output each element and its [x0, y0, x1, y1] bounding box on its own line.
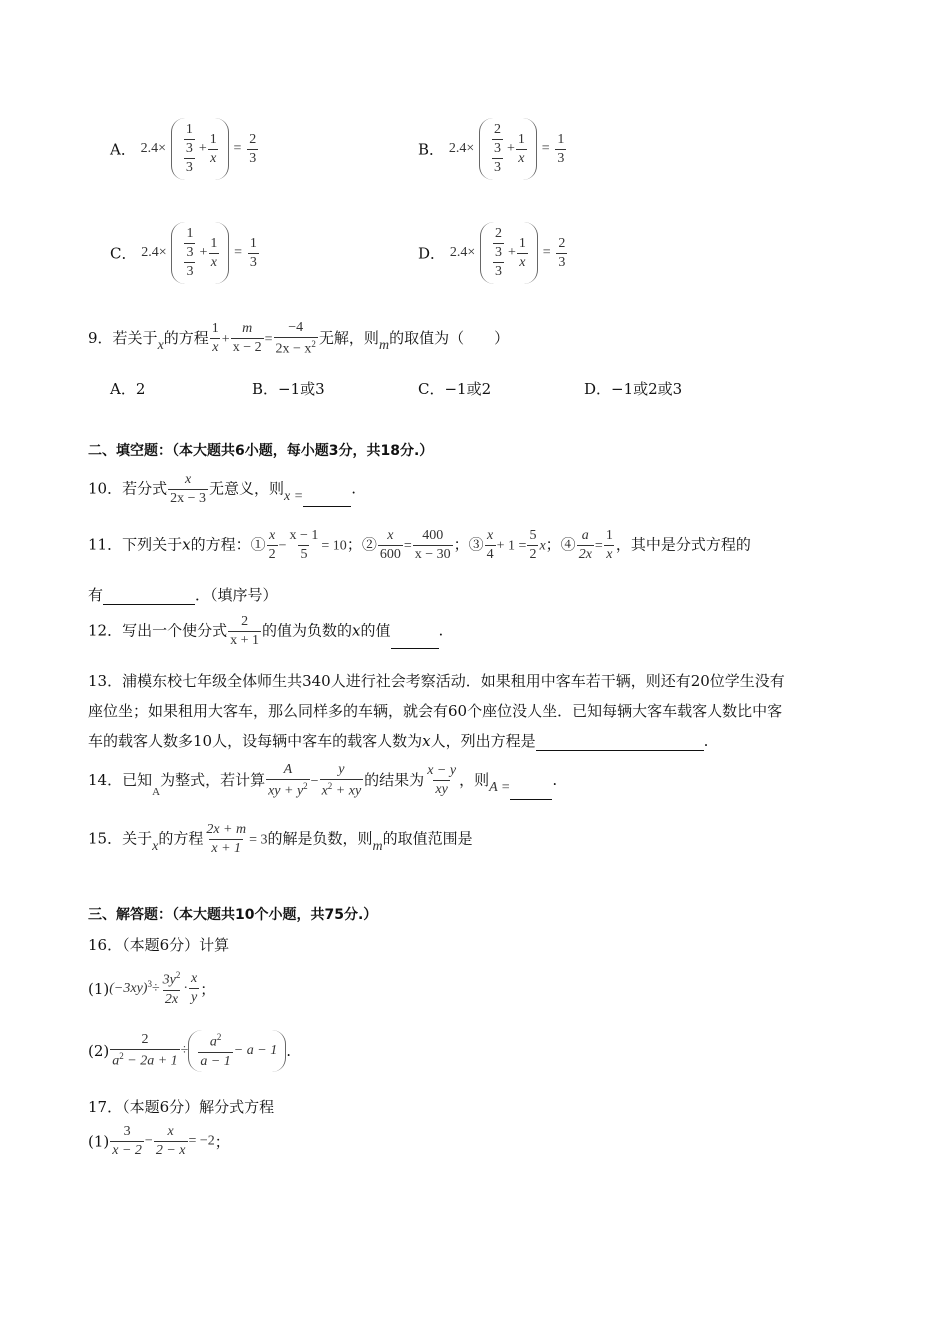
question-17-part1: (1) $\frac{3}{x - 2}$ − $\frac{x}{2 - x}$ = −2； [88, 1124, 230, 1159]
question-16-part1: $(1)(-3xy)^3\div$ $\frac{3y^2}{2x}$ · $\frac{x}{y}$ ； [88, 970, 216, 1007]
fraction: $\frac{2}{a^2 - 2a + 1}$ [112, 1032, 178, 1069]
fraction: $\frac{400}{x - 30}$ [414, 528, 451, 563]
fraction: $\frac{2}{3}$ [558, 235, 566, 270]
fraction: $\frac{A}{xy + y^2}$ [268, 762, 308, 799]
fraction: $\frac{\frac{2}{3}}{3}$ [494, 122, 501, 176]
question-15: 15．关于x的方程 $\frac{2x + m}{x + 1}$ = 3的解是负数，则m的取值范围是 [88, 822, 473, 857]
fraction: $\frac{y}{x^2 + xy}$ [321, 762, 362, 799]
fraction: $\frac{1}{x}$ [605, 528, 613, 563]
answer-blank[interactable] [391, 634, 439, 649]
fraction: $\frac{1}{x}$ [517, 131, 525, 166]
question-16-title: 16．（本题6分）计算 [88, 936, 230, 954]
fraction: $\frac{3}{x - 2}$ [112, 1124, 142, 1159]
question-17-title: 17．（本题6分）解分式方程 [88, 1098, 275, 1116]
q9-option-a[interactable]: A．2 [110, 380, 146, 398]
question-9: 9．若关于x的方程 $\frac{1}{x}$ + $\frac{m}{x - 2}$ = $\frac{-4}{2x - x^2}$ 无解，则m的取值为（ ） [88, 320, 510, 357]
question-12: 12．写出一个使分式 $\frac{2}{x + 1}$ 的值为负数的x的值 . [88, 614, 444, 649]
fraction: $\frac{2x + m}{x + 1}$ [206, 822, 247, 857]
fraction: $\frac{2}{x + 1}$ [230, 614, 260, 649]
answer-blank[interactable] [303, 492, 351, 507]
question-11: 11．下列关于x的方程：① $\frac{x}{2}$ − $\frac{x - 1}{5}$ = 10；② $\frac{x}{600}$ = $\frac{400}{x - 30}$ ；③ $\frac{x}{4}$ + 1 = $\frac{5}{2}$ x；④ $\frac{a}{2x}$ = $\frac{1}{x}$ ，其中是分式方程的 [88, 528, 751, 563]
fraction: $\frac{x}{2 - x}$ [155, 1124, 186, 1159]
fraction: $\frac{x}{2}$ [268, 528, 276, 563]
q8-option-a[interactable]: A． 2.4× $\frac{\frac{1}{3}}{3}$ + $\frac{1}{x}$ = $\frac{2}{3}$ [110, 118, 259, 180]
fraction: $\frac{1}{x}$ [210, 235, 218, 270]
option-label: C． [110, 244, 137, 263]
question-10: 10．若分式 $\frac{x}{2x - 3}$ 无意义，则x = . [88, 472, 356, 507]
fraction: $\frac{5}{2}$ [529, 528, 537, 563]
q8-option-b[interactable]: B． 2.4× $\frac{\frac{2}{3}}{3}$ + $\frac{1}{x}$ = $\frac{1}{3}$ [418, 118, 567, 180]
fraction: $\frac{x}{600}$ [379, 528, 401, 563]
fraction: $\frac{x - y}{xy}$ [427, 763, 457, 798]
fraction: $\frac{a}{2x}$ [578, 528, 592, 563]
coefficient: 2.4× [449, 245, 476, 261]
option-label: D． [418, 244, 446, 263]
fraction: $\frac{3y^2}{2x}$ [162, 970, 181, 1007]
answer-blank[interactable] [536, 736, 704, 751]
option-label: B． [418, 140, 445, 159]
fraction: $\frac{1}{x}$ [518, 235, 526, 270]
fraction: $\frac{x}{y}$ [191, 971, 198, 1006]
option-label: A． [110, 140, 136, 159]
fraction: $\frac{x}{4}$ [486, 528, 494, 563]
fraction: $\frac{x}{2x - 3}$ [170, 472, 207, 507]
answer-blank[interactable] [103, 590, 195, 605]
fraction: $\frac{\frac{2}{3}}{3}$ [495, 226, 502, 280]
q9-option-d[interactable]: D．−1或2或3 [584, 380, 683, 398]
question-number: 9． [88, 328, 113, 347]
fraction: $\frac{-4}{2x - x^2}$ [275, 320, 316, 357]
fraction: $\frac{1}{3}$ [249, 235, 257, 270]
coefficient: 2.4× [140, 141, 167, 157]
q8-option-c[interactable]: C． 2.4× $\frac{\frac{1}{3}}{3}$ + $\frac{1}{x}$ = $\frac{1}{3}$ [110, 222, 260, 284]
q8-option-d[interactable]: D． 2.4× $\frac{\frac{2}{3}}{3}$ + $\frac{1}{x}$ = $\frac{2}{3}$ [418, 222, 568, 284]
question-16-part2: (2) $\frac{2}{a^2 - 2a + 1}$ ÷ $\frac{a^2}{a - 1}$ − a − 1 . [88, 1030, 291, 1072]
section-heading-fill-blank: 二、填空题：（本大题共6小题，每小题3分，共18分.） [88, 443, 434, 459]
fraction: $\frac{a^2}{a - 1}$ [200, 1032, 231, 1069]
parenthesis-group: $\frac{a^2}{a - 1}$ − a − 1 [188, 1030, 286, 1072]
question-13-line3: 车的载客人数多10人，设每辆中客车的载客人数为x人，列出方程是 . [88, 732, 709, 750]
question-14: 14．已知$_A$为整式，若计算 $\frac{A}{xy + y^2}$ − $\frac{y}{x^2 + xy}$ 的结果为 $\frac{x - y}{xy}$ ，则A = . [88, 762, 558, 799]
parenthesis-group: $\frac{\frac{1}{3}}{3}$ + $\frac{1}{x}$ [171, 222, 229, 284]
coefficient: 2.4× [141, 245, 167, 261]
q9-option-c[interactable]: C．−1或2 [418, 380, 492, 398]
fraction: $\frac{\frac{1}{3}}{3}$ [186, 226, 194, 280]
question-13-line1: 13．浦模东校七年级全体师生共340人进行社会考察活动．如果租用中客车若干辆，则还有20位学生没有 [88, 672, 785, 690]
fraction: $\frac{\frac{1}{3}}{3}$ [185, 122, 193, 176]
parenthesis-group: $\frac{\frac{1}{3}}{3}$ + $\frac{1}{x}$ [171, 118, 229, 180]
fraction: $\frac{1}{x}$ [209, 131, 217, 166]
fraction: $\frac{2}{3}$ [249, 131, 257, 166]
q9-option-b[interactable]: B．−1或3 [252, 380, 325, 398]
parenthesis-group: $\frac{\frac{2}{3}}{3}$ + $\frac{1}{x}$ [479, 118, 537, 180]
question-13-line2: 座位坐；如果租用大客车，那么同样多的车辆，就会有60个座位没人坐．已知每辆大客车载客人数比中客 [88, 702, 783, 720]
question-11-line2: 有 ．（填序号） [88, 586, 278, 604]
section-heading-solutions: 三、解答题：（本大题共10个小题，共75分.） [88, 907, 378, 923]
fraction: $\frac{1}{3}$ [557, 131, 565, 166]
fraction: $\frac{1}{x}$ [211, 321, 219, 356]
parenthesis-group: $\frac{\frac{2}{3}}{3}$ + $\frac{1}{x}$ [480, 222, 538, 284]
coefficient: 2.4× [448, 141, 475, 157]
answer-blank[interactable] [510, 785, 552, 800]
fraction: $\frac{x - 1}{5}$ [289, 528, 319, 563]
fraction: $\frac{m}{x - 2}$ [232, 321, 262, 356]
